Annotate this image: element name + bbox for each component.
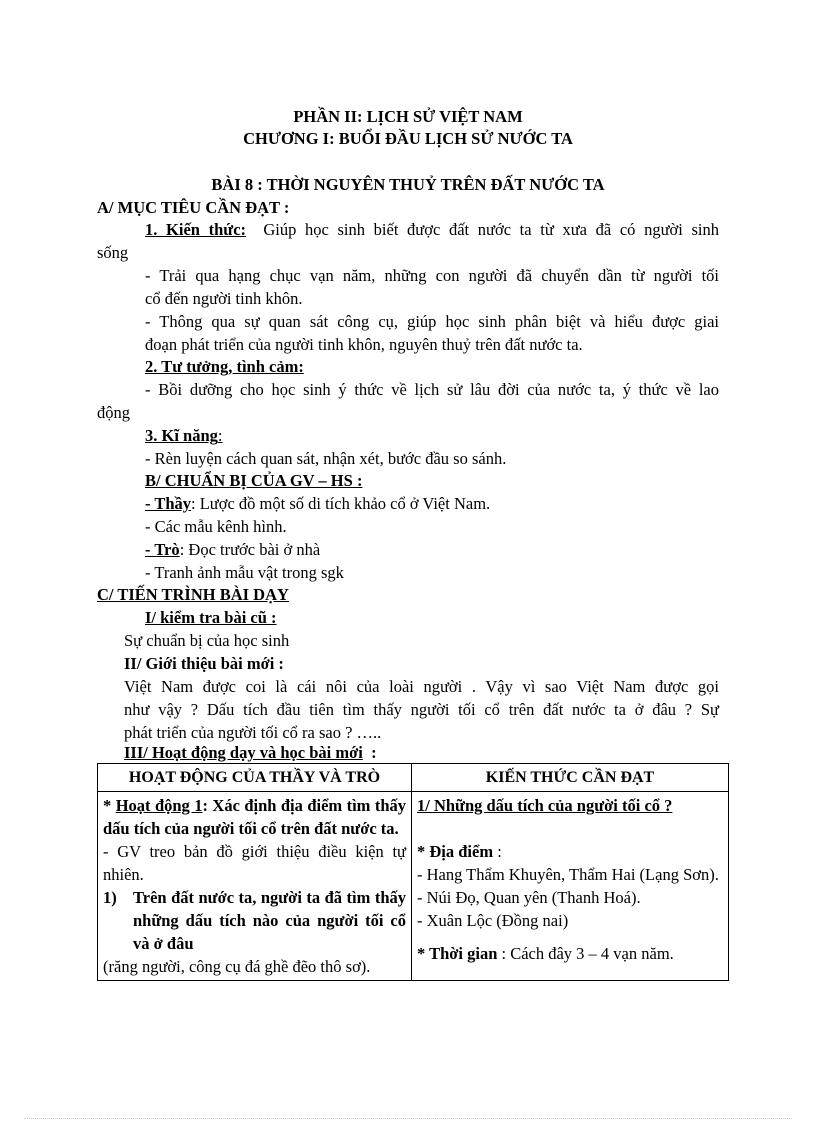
check-text: Sự chuẩn bị của học sinh (124, 631, 290, 650)
teacher-text: : Lược đồ một số di tích khảo cổ ở Việt Nam. (191, 494, 491, 513)
activity-star: * (103, 796, 116, 815)
place-heading (417, 840, 723, 863)
activity-table (97, 763, 729, 981)
activities-label: III/ Hoạt động dạy và học bài mới (124, 743, 363, 762)
table-row (98, 792, 729, 981)
place-item-2: - Núi Đọ, Quan yên (Thanh Hoá). (417, 888, 641, 907)
page-bottom-divider (24, 1118, 792, 1119)
intro-line-1: Việt Nam được coi là cái nôi của loài người . Vậy vì sao Việt Nam được gọi (124, 677, 719, 696)
spacer (417, 817, 723, 840)
activity-title (103, 794, 406, 840)
answer-text: (răng người, công cụ đá ghề đẽo thô sơ). (103, 957, 371, 976)
knowledge-label: 1. Kiến thức: (145, 220, 247, 239)
knowledge-bullet-1-line-1: - Trải qua hạng chục vạn năm, những con người đã chuyển dần từ người tối (145, 266, 719, 285)
time-line (417, 942, 723, 965)
place-item-1: - Hang Thẩm Khuyên, Thẩm Hai (Lạng Sơn). (417, 865, 719, 884)
knowledge-line-2: sống (97, 243, 129, 262)
place-label: * Địa điểm (417, 842, 494, 861)
section-c-heading: C/ TIẾN TRÌNH BÀI DẠY (97, 585, 289, 604)
knowledge-text: Giúp học sinh biết được đất nước ta từ xưa đã có người sinh (263, 220, 720, 239)
activity-title-text: : Xác định địa điểm tìm thấy dấu tích của người tối cổ trên đất nước ta. (103, 796, 406, 838)
teacher-label: - Thầy (145, 494, 192, 513)
knowledge-bullet-1-line-2: cổ đến người tinh khôn. (145, 289, 303, 308)
gv-text: - GV treo bản đồ giới thiệu điều kiện tự nhiên. (103, 842, 406, 884)
chapter-title: CHƯƠNG I: BUỔI ĐẦU LỊCH SỬ NƯỚC TA (243, 129, 573, 148)
intro-line-2: như vậy ? Dấu tích đầu tiên tìm thấy người tối cổ trên đất nước ta ở đâu ? Sự (124, 700, 719, 719)
skill-colon: : (217, 426, 223, 445)
thought-line-2: động (97, 403, 130, 422)
thought-label: 2. Tư tưởng, tình cảm: (145, 357, 304, 376)
question-1 (103, 886, 406, 955)
part-title: PHẦN II: LỊCH SỬ VIỆT NAM (293, 107, 523, 126)
student-text: : Đọc trước bài ở nhà (179, 540, 321, 559)
student-text-2: - Tranh ảnh mẫu vật trong sgk (145, 563, 344, 582)
knowledge-bullet-2-line-1: - Thông qua sự quan sát công cụ, giúp học sinh phân biệt và hiểu được giai (145, 312, 719, 331)
col-knowledge-header: KIẾN THỨC CẦN ĐẠT (412, 764, 729, 792)
teacher-line (145, 493, 490, 515)
knowledge-title: 1/ Những dấu tích của người tối cổ ? (417, 796, 673, 815)
intro-line-3: phát triển của người tối cổ ra sao ? ….. (124, 723, 382, 742)
place-item-3: - Xuân Lộc (Đồng nai) (417, 911, 569, 930)
skill-label: 3. Kĩ năng (145, 426, 218, 445)
question-number: 1) (103, 888, 117, 907)
knowledge-cell (412, 792, 729, 981)
activities-heading (124, 742, 377, 764)
lesson-title: BÀI 8 : THỜI NGUYÊN THUỶ TRÊN ĐẤT NƯỚC TA (211, 175, 605, 194)
activity-cell (98, 792, 412, 981)
time-text: : Cách đây 3 – 4 vạn năm. (497, 944, 674, 963)
knowledge-bullet-2-line-2: đoạn phát triển của người tinh khôn, nguyên thuỷ trên đất nước ta. (145, 335, 583, 354)
thought-line-1: - Bồi dưỡng cho học sinh ý thức về lịch sử lâu đời của nước ta, ý thức về lao (145, 380, 719, 399)
section-a-heading: A/ MỤC TIÊU CẦN ĐẠT : (97, 198, 290, 217)
time-label: * Thời gian (417, 944, 498, 963)
activities-colon: : (371, 743, 377, 762)
student-label: - Trò (145, 540, 180, 559)
skill-line (145, 425, 223, 447)
skill-text: - Rèn luyện cách quan sát, nhận xét, bước đầu so sánh. (145, 449, 507, 468)
place-colon: : (493, 842, 502, 861)
activity-label: Hoạt động 1 (115, 796, 203, 815)
section-b-heading: B/ CHUẨN BỊ CỦA GV – HS : (145, 471, 363, 490)
student-line (145, 539, 320, 561)
table-header-row (98, 764, 729, 792)
teacher-text-2: - Các mẫu kênh hình. (145, 517, 287, 536)
col-teacher-student-header: HOẠT ĐỘNG CỦA THẦY VÀ TRÒ (98, 764, 412, 792)
knowledge-line-1 (145, 219, 719, 241)
question-text: Trên đất nước ta, người ta đã tìm thấy những dấu tích nào của người tối cổ và ở đâu (133, 888, 406, 953)
check-label: I/ kiểm tra bài cũ : (145, 608, 277, 627)
intro-label: II/ Giới thiệu bài mới : (124, 654, 284, 673)
spacer (417, 932, 723, 942)
